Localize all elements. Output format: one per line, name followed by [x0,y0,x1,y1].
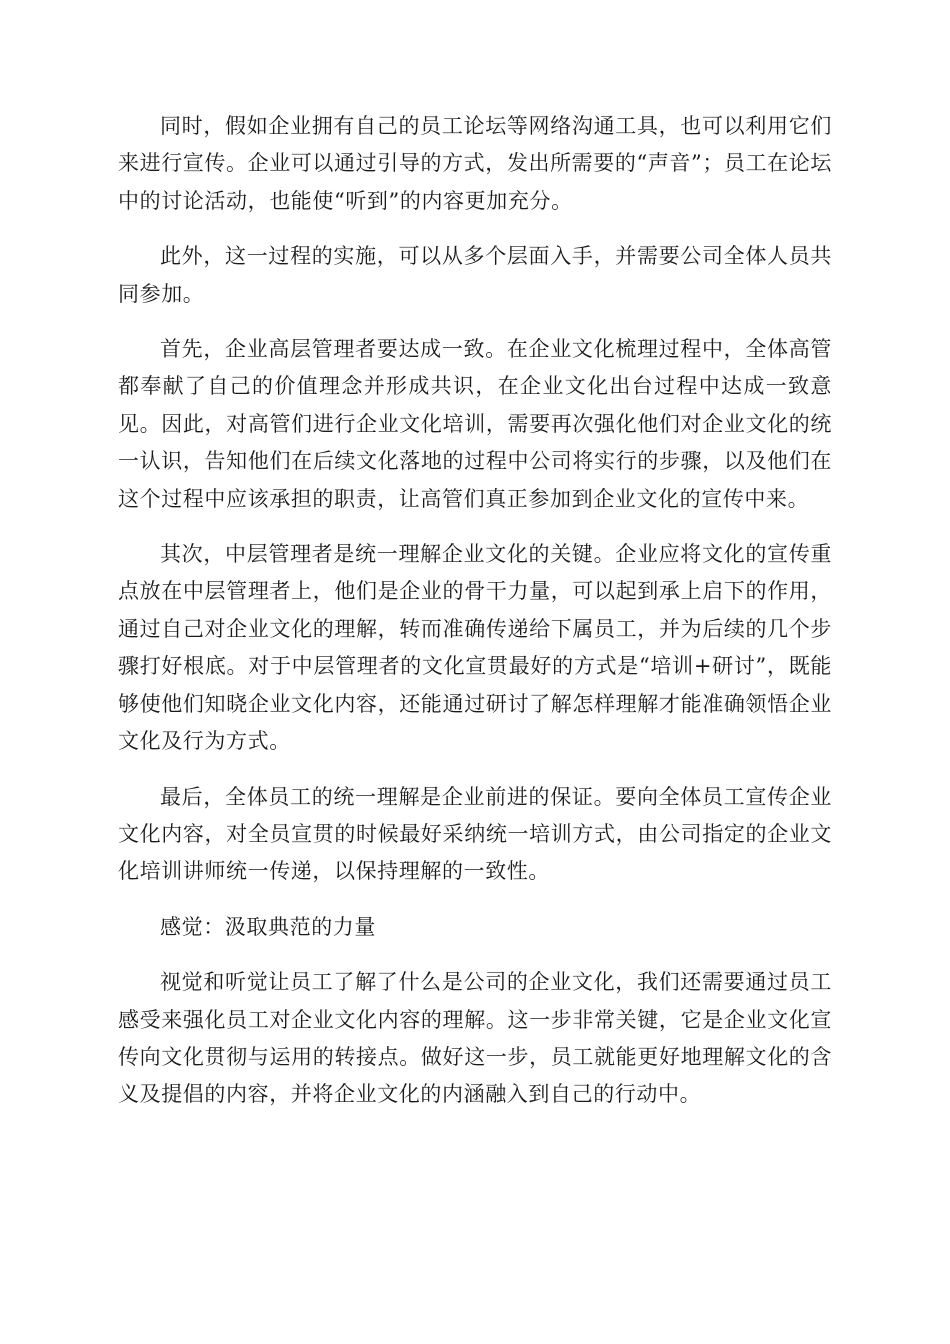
paragraph-middle-management: 其次，中层管理者是统一理解企业文化的关键。企业应将文化的宣传重点放在中层管理者上，他们是企业的骨干力量，可以起到承上启下的作用，通过自己对企业文化的理解，转而准确传递给下属员工，并为后续的几个步骤打好根底。对于中层管理者的文化宣贯最好的方式是“培训+研讨”，既能够使他们知晓企业文化内容，还能通过研讨了解怎样理解才能准确领悟企业文化及行为方式。 [118,542,832,754]
paragraph-forum-promotion: 同时，假如企业拥有自己的员工论坛等网络沟通工具，也可以利用它们来进行宣传。企业可以通过引导的方式，发出所需要的“声音”；员工在论坛中的讨论活动，也能使“听到”的内容更加充分。 [118,114,832,213]
paragraph-feeling: 视觉和听觉让员工了解了什么是公司的企业文化，我们还需要通过员工感受来强化员工对企业文化内容的理解。这一步非常关键，它是企业文化宣传向文化贯彻与运用的转接点。做好这一步，员工就能更好地理解文化的含义及提倡的内容，并将企业文化的内涵融入到自己的行动中。 [118,970,832,1107]
section-heading-feeling: 感觉：汲取典范的力量 [160,914,376,939]
paragraph-senior-management: 首先，企业高层管理者要达成一致。在企业文化梳理过程中，全体高管都奉献了自己的价值理念并形成共识，在企业文化出台过程中达成一致意见。因此，对高管们进行企业文化培训，需要再次强化他们对企业文化的统一认识，告知他们在后续文化落地的过程中公司将实行的步骤，以及他们在这个过程中应该承担的职责，让高管们真正参加到企业文化的宣传中来。 [118,337,832,511]
paragraph-all-employees: 最后，全体员工的统一理解是企业前进的保证。要向全体员工宣传企业文化内容，对全员宣贯的时候最好采纳统一培训方式，由公司指定的企业文化培训讲师统一传递，以保持理解的一致性。 [118,784,832,884]
paragraph-multi-level: 此外，这一过程的实施，可以从多个层面入手，并需要公司全体人员共同参加。 [118,244,832,306]
